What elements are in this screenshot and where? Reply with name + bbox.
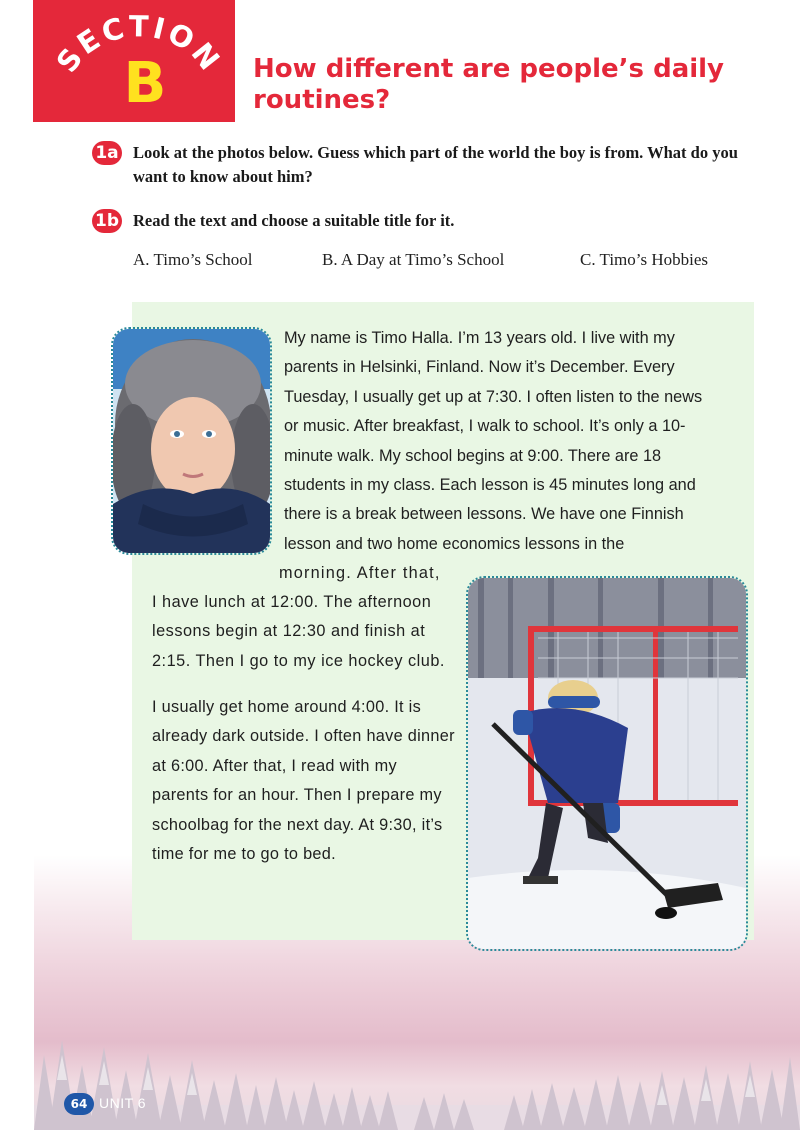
paragraph-2: I have lunch at 12:00. The afternoon lessons begin at 12:30 and finish at 2:15. Then I go to my ice hockey club. [152,593,445,670]
task-instruction: Read the text and choose a suitable title for it. [133,211,455,230]
task-number-badge: 1a [92,141,122,165]
boy-photo [111,327,272,555]
section-badge [33,0,235,122]
task-instruction: Look at the photos below. Guess which part of the world the boy is from. What do you want to know about him? [133,143,738,186]
task-number-badge: 1b [92,209,122,233]
section-letter: B [123,51,167,116]
paragraph-3: I usually get home around 4:00. It is already dark outside. I often have dinner at 6:00. After that, I read with my parents for an hour. Then I prepare my schoolbag for the next day. At 9:30, it’s time for me to go to bed. [152,698,455,864]
option-b: B. A Day at Timo’s School [322,250,505,269]
page-number: 64 [64,1093,94,1115]
paragraph-1: My name is Timo Halla. I’m 13 years old. I live with my parents in Helsinki, Finland. Now it’s December. Every Tuesday, I usually get up at 7:30. I often listen to the news or music. After breakfast, I walk to school. It’s only a 10-minute walk. My school begins at 9:00. There are 18 students in my class. Each lesson is 45 minutes long and there is a break between lessons. We have one Finnish lesson and two home economics lessons in the [284,329,703,553]
unit-label: UNIT 6 [99,1095,147,1111]
svg-text:SECTION: SECTION [49,9,229,79]
page-title: How different are people’s daily routines? [253,54,725,115]
ice-hockey-player-image [468,578,746,949]
boy-in-fur-hat-image [113,329,270,553]
option-a: A. Timo’s School [133,250,253,269]
snowy-trees-illustration [34,1035,800,1130]
option-c: C. Timo’s Hobbies [580,250,709,269]
paragraph-1-continued: morning. After that, [279,564,441,582]
hockey-photo [466,576,748,951]
